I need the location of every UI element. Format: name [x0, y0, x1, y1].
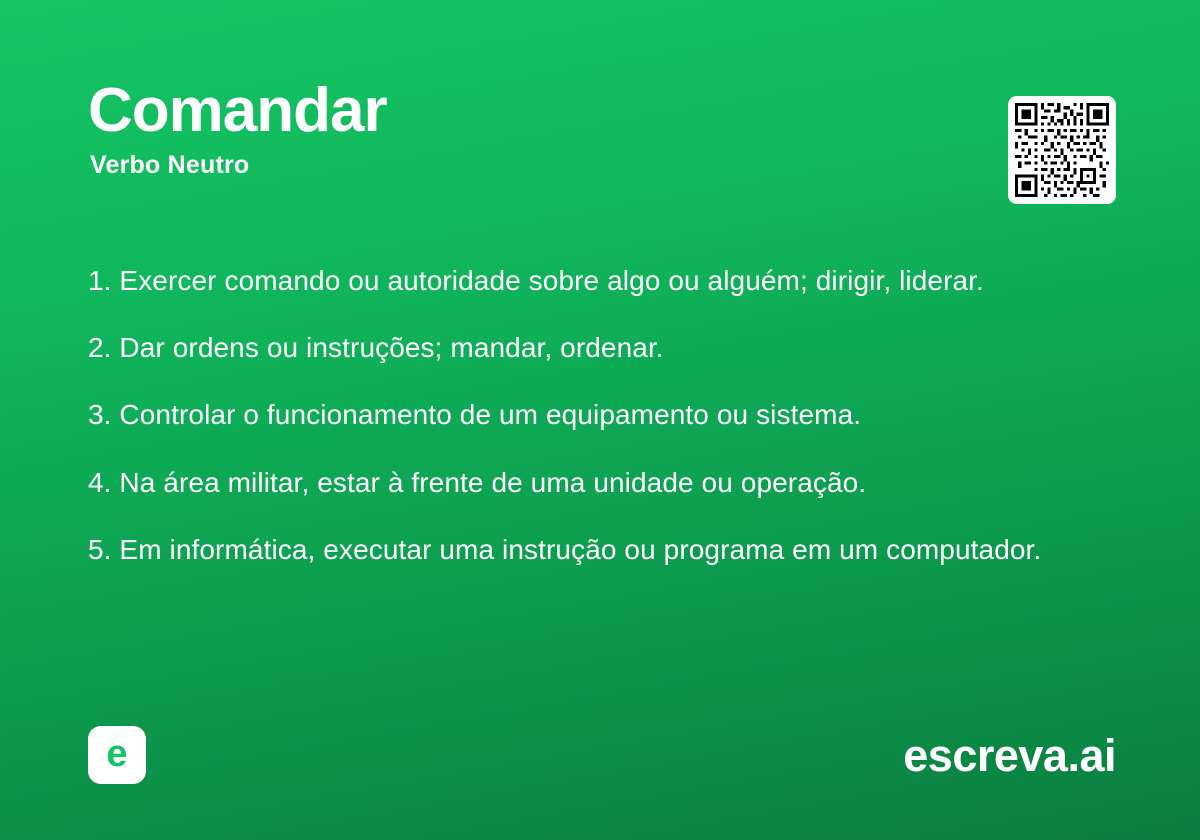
list-item: 2. Dar ordens ou instruções; mandar, ordenar.: [88, 332, 664, 364]
card-footer: [88, 726, 1116, 784]
logo-letter: e: [106, 732, 128, 775]
card-header: [88, 78, 1116, 218]
list-item: 4. Na área militar, estar à frente de uma unidade ou operação.: [88, 466, 867, 498]
definition-list: [88, 262, 1116, 568]
qr-code-icon[interactable]: [1008, 96, 1116, 204]
list-item: 5. Em informática, executar uma instrução ou programa em um computador.: [88, 533, 1042, 565]
brand-wordmark: escreva.ai: [903, 730, 1116, 781]
list-item: 3. Controlar o funcionamento de um equipamento ou sistema.: [88, 399, 862, 431]
card-content: [88, 78, 1116, 780]
logo-icon: [88, 726, 146, 784]
list-item: 1. Exercer comando ou autoridade sobre algo ou alguém; dirigir, liderar.: [88, 265, 984, 296]
word-class-label: Verbo Neutro: [90, 151, 250, 180]
qr-code-graphic: [1015, 103, 1109, 197]
page-title: Comandar: [88, 76, 387, 145]
